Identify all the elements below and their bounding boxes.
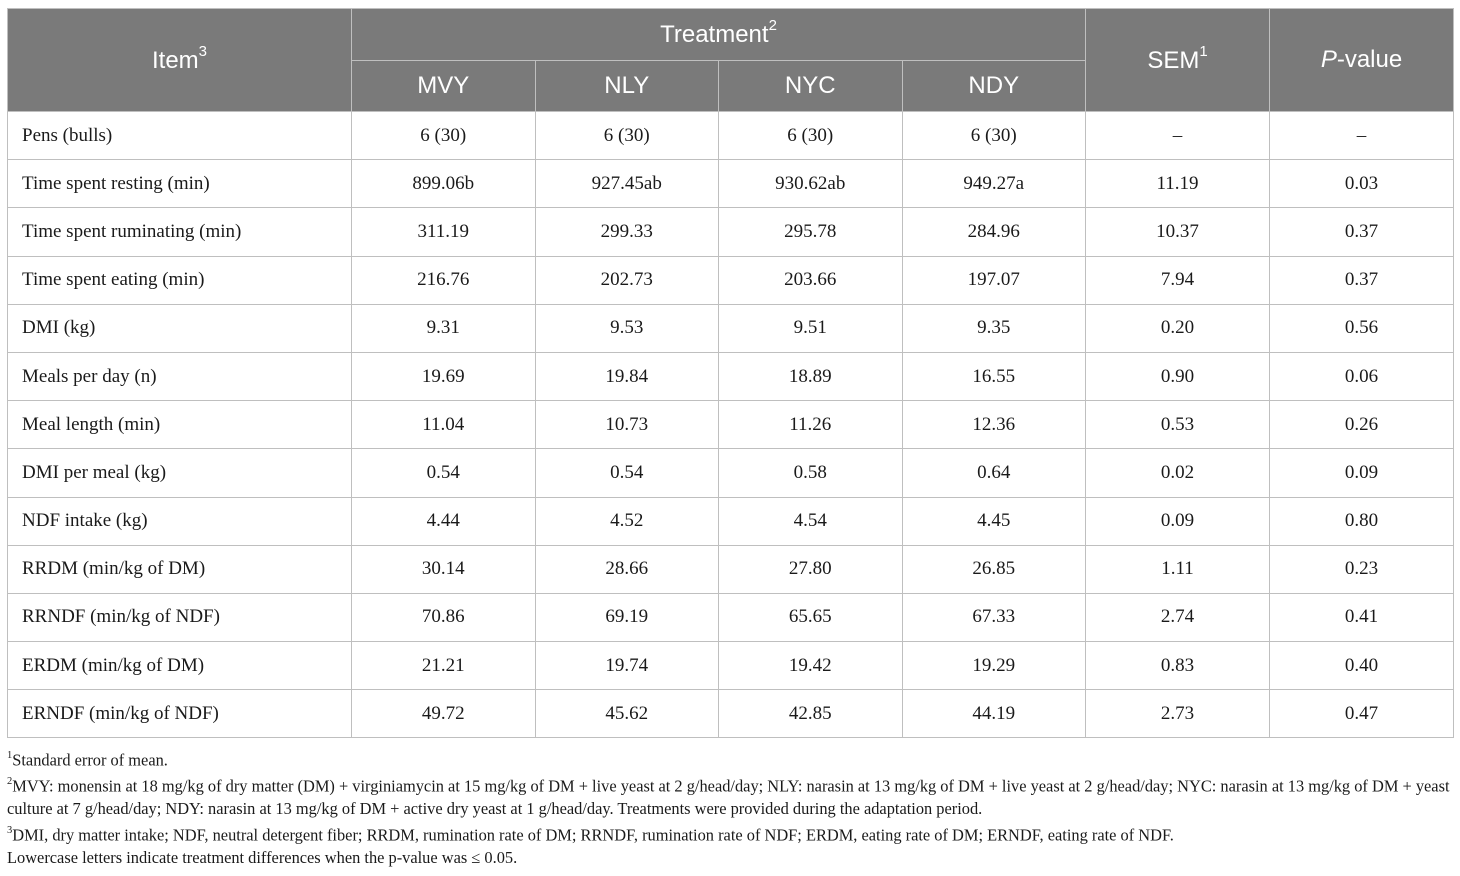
cell-nyc: 6 (30) <box>719 112 903 160</box>
cell-ndy: 12.36 <box>902 401 1086 449</box>
cell-sem: 10.37 <box>1086 208 1270 256</box>
cell-sem: 1.11 <box>1086 545 1270 593</box>
table-row <box>8 304 1454 352</box>
cell-nly: 927.45ab <box>535 160 719 208</box>
cell-ndy: 67.33 <box>902 593 1086 641</box>
table-header <box>8 9 1454 112</box>
footnote-3 <box>7 821 1453 847</box>
header-pvalue-italic: P <box>1320 46 1337 73</box>
table-footnotes <box>7 746 1453 869</box>
cell-pvalue: 0.40 <box>1270 642 1454 690</box>
footnote-significance-note: Lowercase letters indicate treatment differences when the p-value was ≤ 0.05. <box>7 847 518 867</box>
cell-nly: 28.66 <box>535 545 719 593</box>
header-treatment-footnote-mark: 2 <box>768 17 777 34</box>
cell-nly: 299.33 <box>535 208 719 256</box>
cell-ndy: 4.45 <box>902 497 1086 545</box>
cell-mvy: 9.31 <box>352 304 536 352</box>
cell-ndy: 949.27a <box>902 160 1086 208</box>
header-sem-footnote-mark: 1 <box>1199 42 1208 60</box>
footnote-text: Standard error of mean. <box>12 750 168 770</box>
cell-pvalue: 0.80 <box>1270 497 1454 545</box>
table-row <box>8 690 1454 738</box>
cell-pvalue: 0.26 <box>1270 401 1454 449</box>
cell-ndy: 0.64 <box>902 449 1086 497</box>
row-item-label: Meal length (min) <box>8 401 352 449</box>
results-table <box>7 8 1454 738</box>
cell-sem: 0.09 <box>1086 497 1270 545</box>
footnote-2 <box>7 772 1453 821</box>
cell-sem: 0.02 <box>1086 449 1270 497</box>
row-item-label: DMI (kg) <box>8 304 352 352</box>
cell-nly: 6 (30) <box>535 112 719 160</box>
cell-nly: 10.73 <box>535 401 719 449</box>
cell-sem: 7.94 <box>1086 256 1270 304</box>
row-item-label: RRNDF (min/kg of NDF) <box>8 593 352 641</box>
table-row <box>8 401 1454 449</box>
cell-pvalue: 0.06 <box>1270 352 1454 400</box>
cell-mvy: 0.54 <box>352 449 536 497</box>
cell-nly: 19.84 <box>535 352 719 400</box>
row-item-label: DMI per meal (kg) <box>8 449 352 497</box>
header-pvalue <box>1270 9 1454 112</box>
table-row <box>8 160 1454 208</box>
header-treatment-nyc: NYC <box>719 61 903 112</box>
cell-ndy: 44.19 <box>902 690 1086 738</box>
row-item-label: Time spent resting (min) <box>8 160 352 208</box>
cell-mvy: 4.44 <box>352 497 536 545</box>
cell-nly: 4.52 <box>535 497 719 545</box>
cell-ndy: 9.35 <box>902 304 1086 352</box>
cell-ndy: 19.29 <box>902 642 1086 690</box>
results-table-container <box>7 8 1453 738</box>
cell-sem: 2.73 <box>1086 690 1270 738</box>
header-item-label: Item <box>151 46 199 74</box>
table-row <box>8 449 1454 497</box>
cell-mvy: 70.86 <box>352 593 536 641</box>
header-treatment-mvy: MVY <box>352 61 536 112</box>
cell-nly: 0.54 <box>535 449 719 497</box>
header-sem-label: SEM <box>1147 46 1200 74</box>
header-item <box>8 9 352 112</box>
cell-sem: 0.83 <box>1086 642 1270 690</box>
cell-mvy: 21.21 <box>352 642 536 690</box>
table-row <box>8 208 1454 256</box>
table-row <box>8 497 1454 545</box>
footnote-1 <box>7 746 1453 772</box>
cell-mvy: 19.69 <box>352 352 536 400</box>
row-item-label: Meals per day (n) <box>8 352 352 400</box>
cell-pvalue: – <box>1270 112 1454 160</box>
table-row <box>8 642 1454 690</box>
cell-nyc: 4.54 <box>719 497 903 545</box>
cell-nly: 9.53 <box>535 304 719 352</box>
cell-pvalue: 0.37 <box>1270 208 1454 256</box>
table-row <box>8 545 1454 593</box>
row-item-label: ERNDF (min/kg of NDF) <box>8 690 352 738</box>
cell-sem: 0.53 <box>1086 401 1270 449</box>
cell-pvalue: 0.56 <box>1270 304 1454 352</box>
row-item-label: RRDM (min/kg of DM) <box>8 545 352 593</box>
cell-sem: – <box>1086 112 1270 160</box>
cell-sem: 2.74 <box>1086 593 1270 641</box>
cell-pvalue: 0.03 <box>1270 160 1454 208</box>
cell-nyc: 19.42 <box>719 642 903 690</box>
footnote-text: MVY: monensin at 18 mg/kg of dry matter (DM) + virginiamycin at 15 mg/kg of DM + live yeast at 2 g/head/day; NLY: narasin at 13 mg/kg of DM + live yeast at 2 g/head/day; NYC: narasin at 13 mg/kg of DM + yeast culture at 7 g/head/day; NDY: narasin at 13 mg/kg of DM + active dry yeast at 1 g/head/day. Treatments were provided during the adaptation period. <box>7 776 1450 819</box>
cell-sem: 0.20 <box>1086 304 1270 352</box>
cell-nly: 19.74 <box>535 642 719 690</box>
cell-nly: 202.73 <box>535 256 719 304</box>
cell-ndy: 26.85 <box>902 545 1086 593</box>
cell-ndy: 6 (30) <box>902 112 1086 160</box>
cell-nyc: 0.58 <box>719 449 903 497</box>
cell-pvalue: 0.09 <box>1270 449 1454 497</box>
cell-mvy: 11.04 <box>352 401 536 449</box>
cell-ndy: 284.96 <box>902 208 1086 256</box>
header-treatment-ndy: NDY <box>902 61 1086 112</box>
table-row <box>8 256 1454 304</box>
row-item-label: Pens (bulls) <box>8 112 352 160</box>
header-pvalue-rest: -value <box>1336 46 1403 73</box>
cell-nyc: 18.89 <box>719 352 903 400</box>
footnote-mark: 3 <box>7 824 13 836</box>
cell-pvalue: 0.47 <box>1270 690 1454 738</box>
cell-mvy: 311.19 <box>352 208 536 256</box>
cell-mvy: 216.76 <box>352 256 536 304</box>
footnote-mark: 1 <box>7 750 13 761</box>
cell-ndy: 16.55 <box>902 352 1086 400</box>
cell-nyc: 11.26 <box>719 401 903 449</box>
cell-sem: 0.90 <box>1086 352 1270 400</box>
cell-pvalue: 0.23 <box>1270 545 1454 593</box>
cell-mvy: 30.14 <box>352 545 536 593</box>
cell-sem: 11.19 <box>1086 160 1270 208</box>
table-body <box>8 112 1454 738</box>
row-item-label: ERDM (min/kg of DM) <box>8 642 352 690</box>
cell-nyc: 27.80 <box>719 545 903 593</box>
cell-mvy: 49.72 <box>352 690 536 738</box>
cell-pvalue: 0.37 <box>1270 256 1454 304</box>
cell-nly: 45.62 <box>535 690 719 738</box>
cell-ndy: 197.07 <box>902 256 1086 304</box>
header-treatment <box>352 9 1086 61</box>
cell-nyc: 930.62ab <box>719 160 903 208</box>
cell-nyc: 203.66 <box>719 256 903 304</box>
cell-nyc: 295.78 <box>719 208 903 256</box>
cell-mvy: 6 (30) <box>352 112 536 160</box>
cell-mvy: 899.06b <box>352 160 536 208</box>
row-item-label: Time spent ruminating (min) <box>8 208 352 256</box>
cell-pvalue: 0.41 <box>1270 593 1454 641</box>
row-item-label: NDF intake (kg) <box>8 497 352 545</box>
cell-nyc: 9.51 <box>719 304 903 352</box>
table-row <box>8 352 1454 400</box>
cell-nyc: 65.65 <box>719 593 903 641</box>
header-treatment-nly: NLY <box>535 61 719 112</box>
footnote-text: DMI, dry matter intake; NDF, neutral detergent fiber; RRDM, rumination rate of DM; RRNDF, rumination rate of NDF; ERDM, eating rate of DM; ERNDF, eating rate of NDF. <box>12 825 1174 845</box>
table-row <box>8 112 1454 160</box>
cell-nyc: 42.85 <box>719 690 903 738</box>
header-sem <box>1086 9 1270 112</box>
cell-nly: 69.19 <box>535 593 719 641</box>
footnote-mark: 2 <box>7 776 13 788</box>
table-row <box>8 593 1454 641</box>
header-treatment-label: Treatment <box>660 21 769 48</box>
row-item-label: Time spent eating (min) <box>8 256 352 304</box>
header-item-footnote-mark: 3 <box>198 42 208 60</box>
